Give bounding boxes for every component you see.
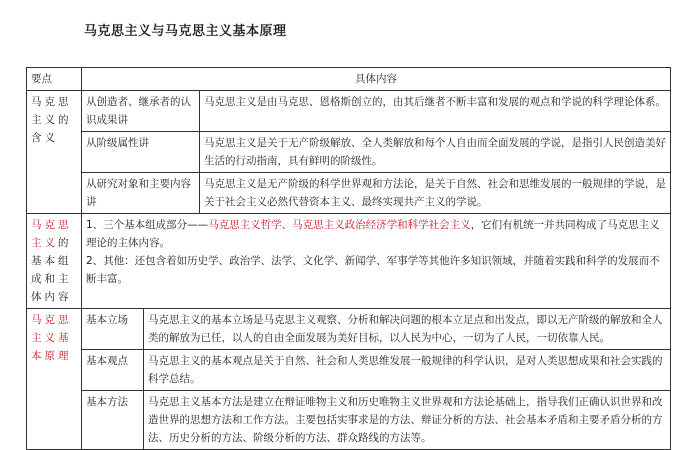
table-row [27, 214, 671, 309]
section-head-meaning: 马克思主义的含义 [27, 91, 82, 214]
section-head-black: 的基本组成和主体内容 [31, 237, 72, 303]
row-text: 马克思主义是由马克思、恩格斯创立的，由其后继者不断丰富和发展的观点和学说的科学理论体系。 [200, 91, 671, 132]
section-head-red: 马克思主义 [31, 219, 72, 249]
table-header-row [27, 68, 671, 91]
row-label: 基本立场 [82, 309, 144, 350]
components-para-1 [86, 216, 666, 252]
table-row [27, 173, 671, 214]
components-cell [82, 214, 671, 309]
summary-table [26, 67, 671, 450]
header-content: 具体内容 [82, 68, 671, 91]
page-title: 马克思主义与马克思主义基本原理 [84, 24, 287, 39]
table-row [27, 309, 671, 350]
row-label: 基本方法 [82, 391, 144, 450]
row-text: 马克思主义的基本立场是马克思主义观察、分析和解决问题的根本立足点和出发点，即以无产阶级的解放和全人类的解放为已任，以人的自由全面发展为美好目标，以人民为中心，一切为了人民，一切依靠人民。 [144, 309, 671, 350]
row-text: 马克思主义是关于无产阶级解放、全人类解放和每个人自由而全面发展的学说，是指引人民创造美好生活的行动指南，具有鲜明的阶级性。 [200, 132, 671, 173]
para1-suffix: ，它们有机统一并共同构成了马克思主义理论的主体内容。 [86, 219, 660, 249]
table-row [27, 350, 671, 391]
table-row [27, 132, 671, 173]
row-label: 从阶级属性讲 [82, 132, 200, 173]
header-key: 要点 [27, 68, 82, 91]
row-text: 马克思主义的基本观点是关于自然、社会和人类思维发展一般规律的科学认识，是对人类思想成果和社会实践的科学总结。 [144, 350, 671, 391]
para1-highlight: 马克思主义哲学、马克思主义政治经济学和科学社会主义 [208, 219, 471, 231]
row-label: 基本观点 [82, 350, 144, 391]
table-row [27, 91, 671, 132]
components-para-2: 2、其他：还包含着如历史学、政治学、法学、文化学、新闻学、军事学等其他许多知识领域，并随着实践和科学的发展而不断丰富。 [86, 255, 660, 285]
row-label: 从研究对象和主要内容讲 [82, 173, 200, 214]
table-row [27, 391, 671, 450]
section-head-principles: 马克思主义基本原理 [27, 309, 82, 450]
row-text: 马克思主义基本方法是建立在辩证唯物主义和历史唯物主义世界观和方法论基础上，指导我们正确认识世界和改造世界的思想方法和工作方法。主要包括实事求是的方法、辩证分析的方法、社会基本矛盾和主要矛盾分析的方法、历史分析的方法、阶级分析的方法、群众路线的方法等。 [144, 391, 671, 450]
row-text: 马克思主义是无产阶级的科学世界观和方法论，是关于自然、社会和思维发展的一般规律的学说，是关于社会主义必然代替资本主义、最终实现共产主义的学说。 [200, 173, 671, 214]
section-head-components [27, 214, 82, 309]
para1-prefix: 1、三个基本组成部分—— [86, 219, 209, 231]
row-label: 从创造者、继承者的认识成果讲 [82, 91, 200, 132]
